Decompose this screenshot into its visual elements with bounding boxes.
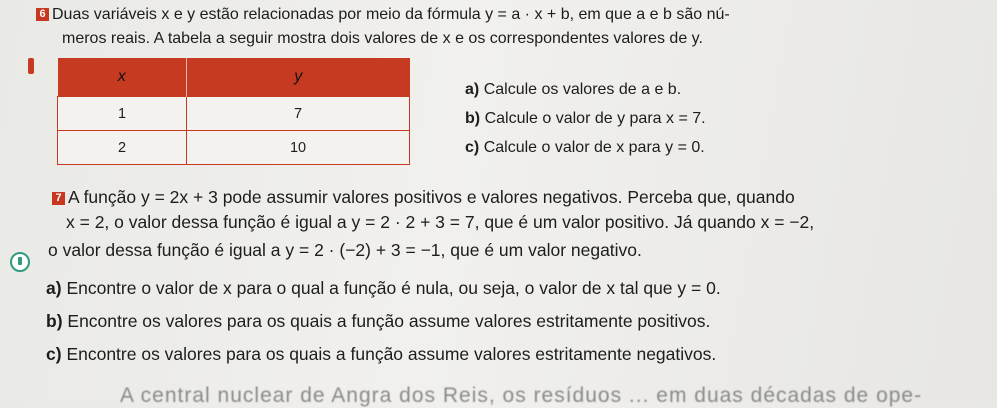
q6-intro-line2: meros reais. A tabela a seguir mostra dois valores de x e os correspondentes valores de y.: [62, 30, 703, 47]
q7-item-a-text: Encontre o valor de x para o qual a função é nula, ou seja, o valor de x tal que y = 0.: [66, 278, 721, 298]
table-cell: 1: [58, 97, 187, 131]
q6-intro-line1: [36, 6, 730, 24]
q6-line1-text: Duas variáveis x e y estão relacionadas por meio da fórmula y = a · x + b, em que a e b são nú-: [52, 6, 730, 23]
q7-number-badge: 7: [52, 192, 65, 205]
q6-item-a: [465, 81, 681, 99]
cut-off-next-question: A central nuclear de Angra dos Reis, os resíduos ... em duas décadas de ope-: [120, 384, 923, 407]
table-cell: 7: [187, 97, 410, 131]
q6-item-c-letter: c): [465, 139, 480, 156]
q6-item-a-text: Calcule os valores de a e b.: [483, 81, 682, 98]
q7-intro-line3: o valor dessa função é igual a y = 2 · (−2) + 3 = −1, que é um valor negativo.: [48, 240, 642, 260]
table-cell: 10: [187, 131, 410, 165]
q6-side-marker-icon: [28, 58, 34, 74]
q7-item-a: [46, 278, 721, 299]
q6-item-b: [465, 110, 706, 128]
table-cell: 2: [58, 131, 187, 165]
q7-intro-line2: x = 2, o valor dessa função é igual a y = 2 · 2 + 3 = 7, que é um valor positivo. Já quando x = −2,: [66, 212, 815, 232]
table-row: [58, 131, 410, 165]
q6-item-b-text: Calcule o valor de y para x = 7.: [484, 110, 706, 127]
q6-item-c-text: Calcule o valor de x para y = 0.: [483, 139, 705, 156]
q7-item-c-letter: c): [46, 344, 62, 364]
q7-item-c: [46, 344, 716, 365]
q7-line1-text: A função y = 2x + 3 pode assumir valores positivos e valores negativos. Perceba que, quando: [68, 187, 795, 207]
q6-number-badge: 6: [36, 8, 49, 21]
q7-item-c-text: Encontre os valores para os quais a função assume valores estritamente negativos.: [66, 344, 717, 364]
q6-item-b-letter: b): [465, 110, 481, 127]
q7-item-b: [46, 311, 710, 332]
values-table: [57, 58, 410, 165]
info-ring-icon: [10, 252, 30, 272]
q7-item-b-text: Encontre os valores para os quais a função assume valores estritamente positivos.: [67, 311, 711, 331]
q7-item-a-letter: a): [46, 278, 62, 298]
q6-item-c: [465, 139, 705, 157]
q6-item-a-letter: a): [465, 81, 480, 98]
table-row: [58, 97, 410, 131]
q7-intro-line1: [52, 187, 795, 208]
q7-item-b-letter: b): [46, 311, 63, 331]
table-header-x: x: [58, 58, 187, 97]
table-header-row: [58, 58, 410, 97]
table-header-y: y: [187, 58, 410, 97]
